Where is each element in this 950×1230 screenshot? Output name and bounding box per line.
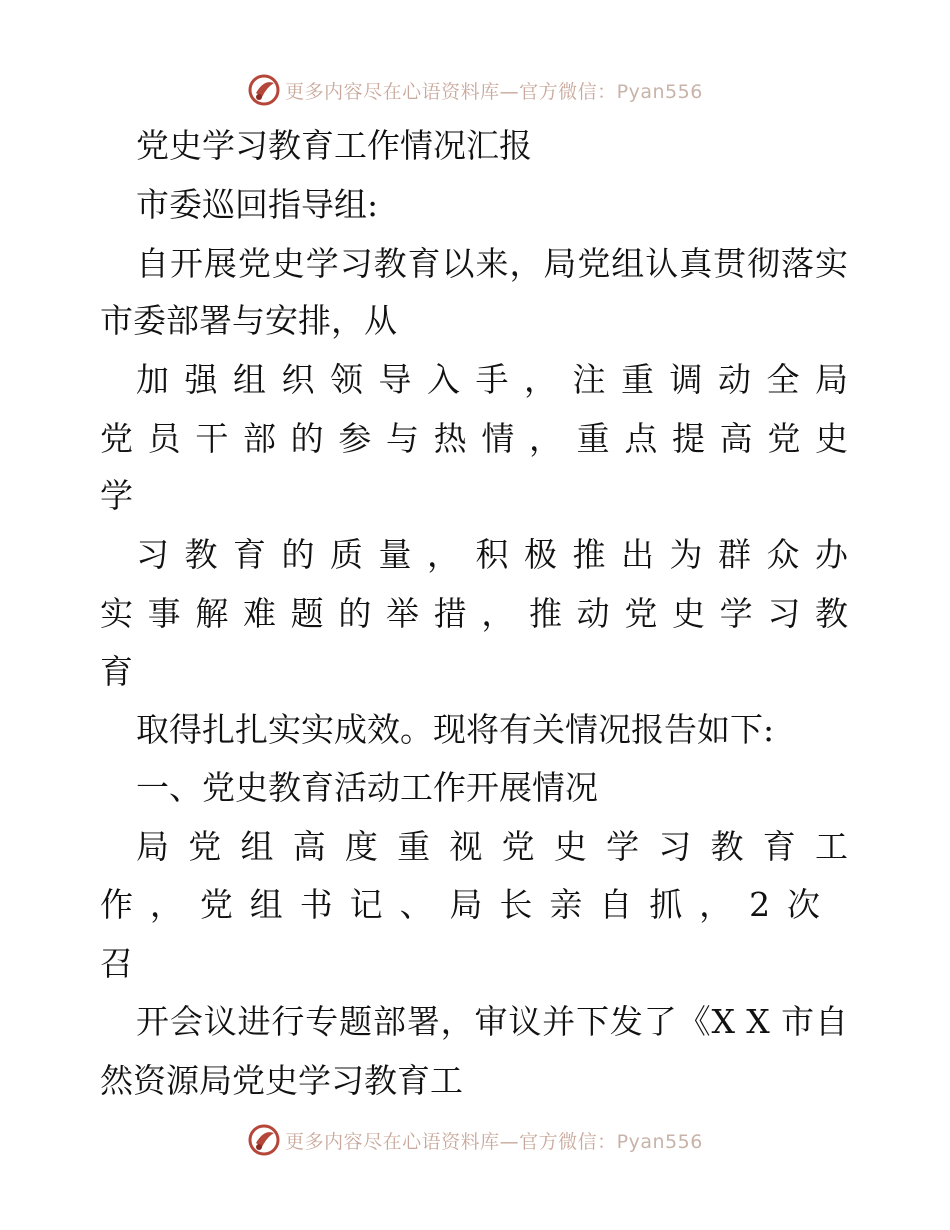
section-heading: 一、党史教育活动工作开展情况 (136, 768, 598, 807)
paragraph-line: 开会议进行专题部署，审议并下发了《X X 市自 (136, 1002, 848, 1041)
paragraph-line: 实事解难题的举措，推动党史学习教 (100, 594, 848, 633)
paragraph-line: 学 (100, 476, 133, 515)
wechat-account: Pyan556 (616, 1130, 703, 1153)
paragraph-line: 育 (100, 652, 133, 691)
paragraph-line: 作，党组书记、局长亲自抓，2次 (100, 885, 820, 924)
paragraph-line: 取得扎扎实实成效。现将有关情况报告如下: (136, 710, 775, 749)
addressee: 市委巡回指导组: (136, 185, 379, 224)
watermark-text: 更多内容尽在心语资料库—官方微信：Pyan556 (285, 1130, 703, 1153)
brand-logo-icon (247, 1123, 281, 1157)
document-title: 党史学习教育工作情况汇报 (136, 126, 532, 165)
paragraph-line: 加强组织领导入手，注重调动全局 (136, 360, 848, 399)
paragraph-line: 局党组高度重视党史学习教育工 (136, 827, 848, 866)
paragraph-line: 召 (100, 944, 133, 983)
paragraph-line: 党员干部的参与热情，重点提高党史 (100, 419, 848, 458)
paragraph-line: 习教育的质量，积极推出为群众办 (136, 535, 848, 574)
paragraph-line: 然资源局党史学习教育工 (100, 1061, 463, 1100)
footer-watermark-banner (0, 1120, 950, 1160)
wechat-account: Pyan556 (616, 80, 703, 103)
watermark-text: 更多内容尽在心语资料库—官方微信：Pyan556 (285, 80, 703, 103)
paragraph-line: 市委部署与安排，从 (100, 301, 397, 340)
paragraph-line: 自开展党史学习教育以来，局党组认真贯彻落实 (136, 244, 848, 283)
